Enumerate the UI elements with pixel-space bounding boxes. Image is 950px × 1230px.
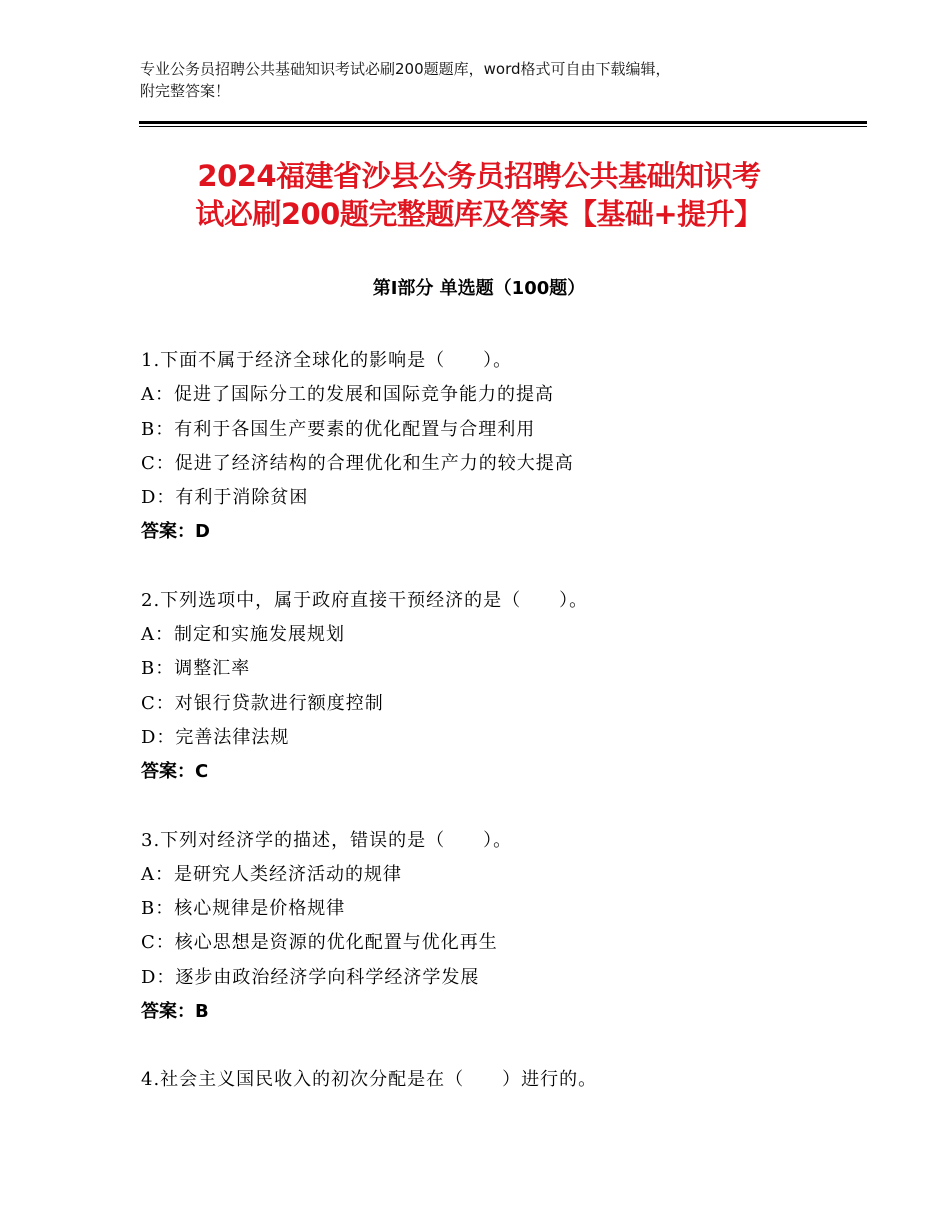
option-a: A：是研究人类经济活动的规律 <box>141 863 402 885</box>
document-title <box>139 157 819 233</box>
option-d: D：逐步由政治经济学向科学经济学发展 <box>141 966 480 988</box>
question-4 <box>141 1063 861 1097</box>
option-d: D：完善法律法规 <box>141 726 290 748</box>
question-2 <box>141 584 861 790</box>
question-3 <box>141 824 861 1030</box>
question-stem: 1.下面不属于经济全球化的影响是（ ）。 <box>141 350 513 371</box>
header-divider-thick <box>139 121 867 124</box>
document-title-line-1: 2024福建省沙县公务员招聘公共基础知识考 <box>197 159 761 193</box>
option-b: B：有利于各国生产要素的优化配置与合理利用 <box>141 418 536 440</box>
option-c: C：对银行贷款进行额度控制 <box>141 692 384 714</box>
header-note-line-2: 附完整答案！ <box>140 82 231 100</box>
option-a: A：促进了国际分工的发展和国际竞争能力的提高 <box>141 384 554 406</box>
answer: 答案：B <box>141 1001 209 1023</box>
question-stem: 2.下列选项中，属于政府直接干预经济的是（ ）。 <box>141 589 589 611</box>
header-note-line-1: 专业公务员招聘公共基础知识考试必刷200题题库，word格式可自由下载编辑， <box>140 60 671 78</box>
option-c: C：核心思想是资源的优化配置与优化再生 <box>141 932 498 954</box>
document-title-line-2: 试必刷200题完整题库及答案【基础+提升】 <box>195 197 763 231</box>
question-stem: 4.社会主义国民收入的初次分配是在（ ）进行的。 <box>141 1069 598 1091</box>
option-c: C：促进了经济结构的合理优化和生产力的较大提高 <box>141 452 574 474</box>
question-stem: 3.下列对经济学的描述，错误的是（ ）。 <box>141 829 513 851</box>
option-d: D：有利于消除贫困 <box>141 487 309 509</box>
option-b: B：核心规律是价格规律 <box>141 898 346 920</box>
header-note <box>140 58 820 102</box>
answer: 答案：D <box>141 521 210 543</box>
section-title: 第Ⅰ部分 单选题（100题） <box>372 278 586 299</box>
question-1 <box>141 344 861 550</box>
question-list <box>141 344 861 1132</box>
header-divider-thin <box>139 126 867 127</box>
option-b: B：调整汇率 <box>141 658 251 680</box>
answer: 答案：C <box>141 761 209 783</box>
option-a: A：制定和实施发展规划 <box>141 624 345 646</box>
